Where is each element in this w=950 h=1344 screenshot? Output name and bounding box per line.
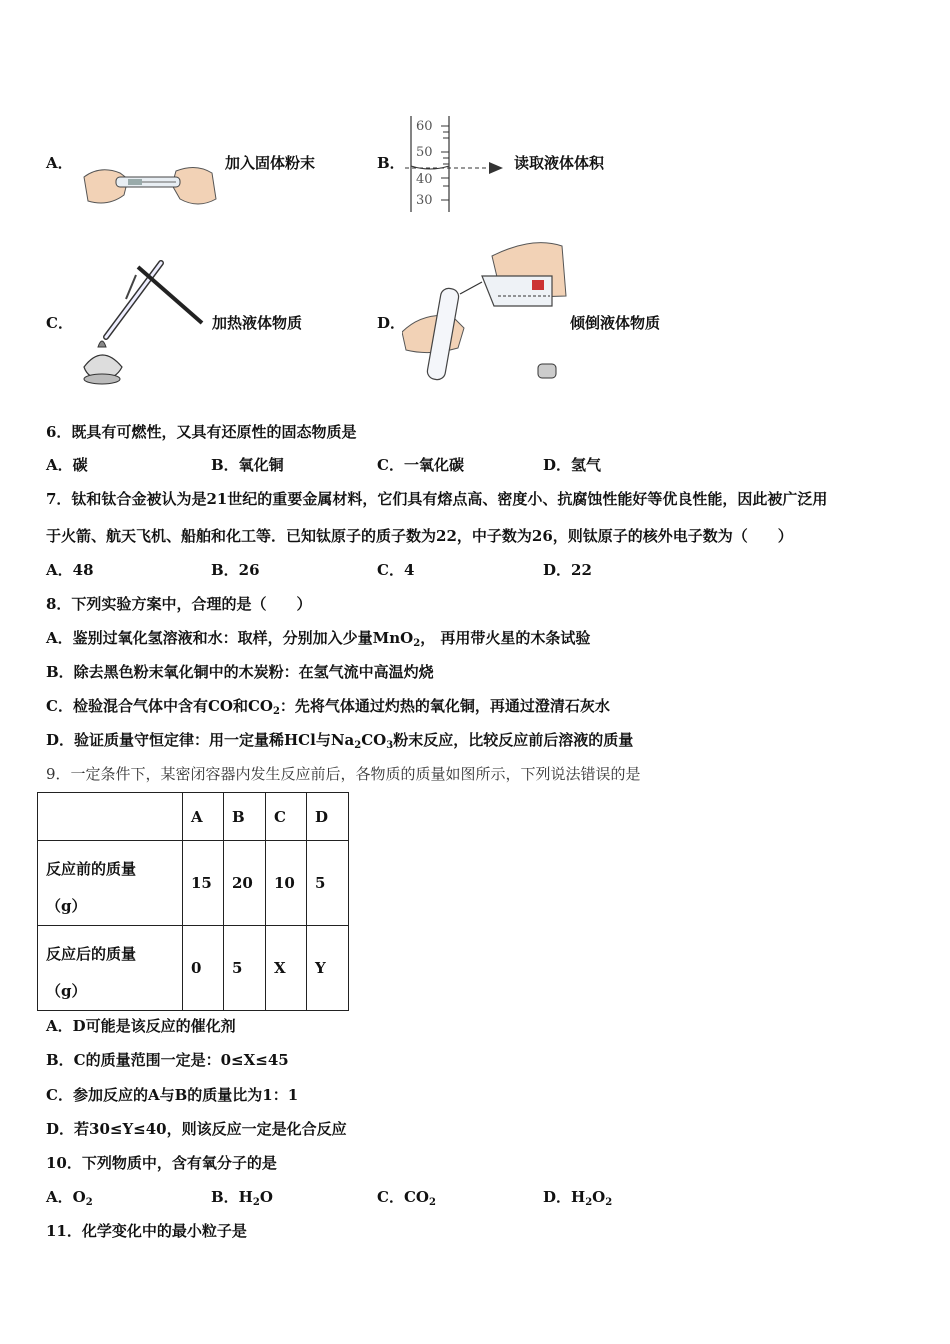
table-header-d: D — [307, 793, 349, 841]
table-cell: Y — [307, 926, 349, 1011]
table-cell: 0 — [183, 926, 224, 1011]
table-row — [38, 926, 349, 1011]
q6-stem: 6．既具有可燃性，又具有还原性的固态物质是 — [46, 423, 357, 441]
cylinder-tick-60: 60 — [416, 119, 433, 134]
table-cell: 15 — [183, 841, 224, 926]
q7-stem-line2: 于火箭、航天飞机、船舶和化工等．已知钛原子的质子数为22，中子数为26，则钛原子的核外电子数为（ ） — [46, 527, 793, 545]
table-header-b: B — [224, 793, 266, 841]
q7-option-d: D．22 — [543, 561, 592, 579]
q8-stem: 8．下列实验方案中，合理的是（ ） — [46, 595, 312, 613]
table-corner-cell — [38, 793, 183, 841]
heating-test-tube-illustration — [76, 255, 211, 385]
q9-option-c: C．参加反应的A与B的质量比为1：1 — [46, 1086, 299, 1104]
figure-b-label: B． — [377, 154, 405, 172]
q9-option-b: B．C的质量范围一定是：0≤X≤45 — [46, 1051, 289, 1069]
q10-stem: 10．下列物质中，含有氧分子的是 — [46, 1154, 277, 1172]
table-cell: X — [266, 926, 307, 1011]
q7-option-b: B．26 — [211, 561, 260, 579]
row-label-before: 反应前的质量 （g） — [38, 841, 183, 926]
table-cell: 10 — [266, 841, 307, 926]
figure-c-label: C． — [46, 314, 73, 332]
figure-a-caption: 加入固体粉末 — [225, 154, 316, 172]
q7-option-a: A．48 — [46, 561, 94, 579]
table-cell: 5 — [307, 841, 349, 926]
pouring-liquid-illustration — [402, 236, 572, 386]
q6-option-b: B．氧化铜 — [211, 456, 284, 474]
q8-option-c: C．检验混合气体中含有CO和$CO_2$：先将气体通过灼热的氧化铜，再通过澄清石灰水 — [46, 697, 610, 717]
q9-option-d: D．若30≤Y≤40，则该反应一定是化合反应 — [46, 1120, 347, 1138]
q6-option-d: D．氢气 — [543, 456, 602, 474]
q8-option-b: B．除去黑色粉末氧化铜中的木炭粉：在氢气流中高温灼烧 — [46, 663, 434, 681]
q9-stem: 9．一定条件下，某密闭容器内发生反应前后，各物质的质量如图所示，下列说法错误的是 — [46, 765, 641, 783]
cylinder-tick-40: 40 — [416, 172, 433, 187]
figure-b-caption: 读取液体体积 — [514, 154, 605, 172]
figure-d-caption: 倾倒液体物质 — [570, 314, 661, 332]
q8-option-a: A．鉴别过氧化氢溶液和水：取样，分别加入少量MnO$_2$， 再用带火星的木条试验 — [46, 629, 591, 649]
q9-option-a: A．D可能是该反应的催化剂 — [46, 1017, 236, 1035]
hands-test-tube-illustration — [80, 155, 220, 215]
table-header-c: C — [266, 793, 307, 841]
q7-stem-line1: 7．钛和钛合金被认为是21世纪的重要金属材料，它们具有熔点高、密度小、抗腐蚀性能好等优良性能，因此被广泛用 — [46, 490, 828, 508]
q11-stem: 11．化学变化中的最小粒子是 — [46, 1222, 247, 1240]
q6-option-a: A．碳 — [46, 456, 88, 474]
table-cell: 20 — [224, 841, 266, 926]
q6-option-c: C．一氧化碳 — [377, 456, 464, 474]
q8-option-d: D．验证质量守恒定律：用一定量稀HCl与$Na_2CO_3$粉末反应，比较反应前后溶液的质量 — [46, 731, 634, 751]
table-cell: 5 — [224, 926, 266, 1011]
q7-option-c: C．4 — [377, 561, 415, 579]
cylinder-tick-30: 30 — [416, 193, 433, 208]
figure-c-caption: 加热液体物质 — [212, 314, 303, 332]
q10-option-a: A．$O_2$ — [46, 1188, 93, 1208]
figure-d-label: D． — [377, 314, 406, 332]
q10-option-d: D．$H_2O_2$ — [543, 1188, 613, 1208]
cylinder-tick-50: 50 — [416, 145, 433, 160]
table-header-row — [38, 793, 349, 841]
q10-option-b: B．$H_2O$ — [211, 1188, 273, 1208]
table-header-a: A — [183, 793, 224, 841]
table-row — [38, 841, 349, 926]
row-label-after: 反应后的质量 （g） — [38, 926, 183, 1011]
q10-option-c: C．$CO_2$ — [377, 1188, 436, 1208]
mass-table — [37, 792, 349, 1011]
figure-a-label: A． — [46, 154, 73, 172]
